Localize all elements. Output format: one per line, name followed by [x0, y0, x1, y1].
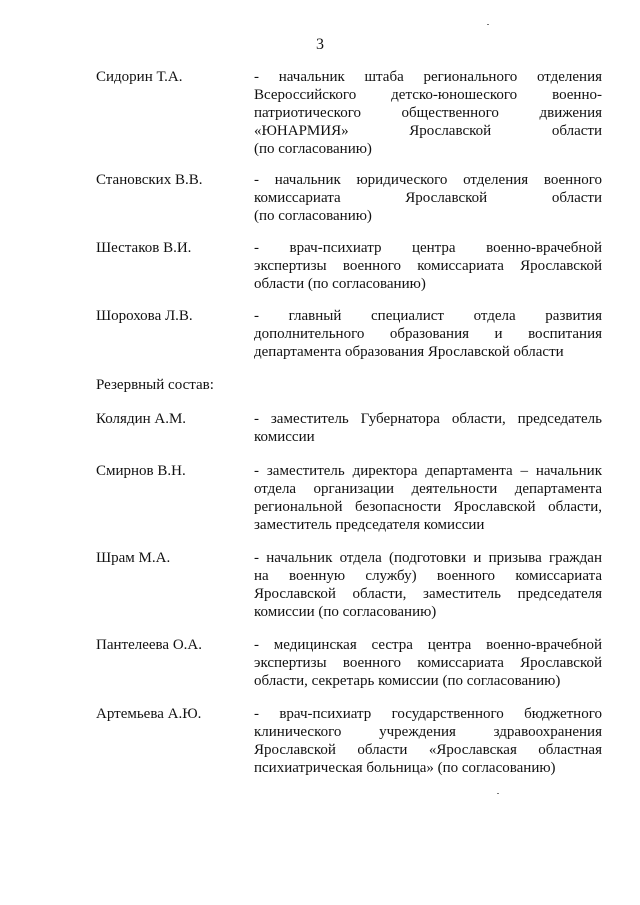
role-line: области (по согласованию): [254, 276, 426, 292]
role-line: - главный специалист отдела развития: [254, 308, 602, 324]
role-line: - начальник юридического отделения военного: [254, 172, 602, 188]
role-line: (по согласованию): [254, 208, 372, 224]
role-line: дополнительного образования и воспитания: [254, 326, 602, 342]
page-number: 3: [316, 36, 324, 53]
role-line: - врач-психиатр государственного бюджетного: [254, 706, 602, 722]
member-role: [254, 68, 602, 158]
member-role: [254, 239, 602, 293]
role-line: - заместитель Губернатора области, председатель: [254, 411, 602, 427]
role-line: комиссариата Ярославской области: [254, 190, 602, 206]
member-name: Сидорин Т.А.: [96, 69, 183, 85]
role-line: региональной безопасности Ярославской области,: [254, 499, 602, 515]
role-line: - заместитель директора департамента – начальник: [254, 463, 602, 479]
member-role: [254, 549, 602, 621]
role-line: комиссии (по согласованию): [254, 604, 437, 620]
role-line: экспертизы военного комиссариата Ярославской: [254, 655, 602, 671]
role-line: на военную службу) военного комиссариата: [254, 568, 602, 584]
member-role: [254, 462, 602, 534]
member-name: Смирнов В.Н.: [96, 463, 186, 479]
scan-speck: [497, 793, 499, 794]
role-line: (по согласованию): [254, 141, 372, 157]
member-name: Колядин А.М.: [96, 411, 187, 427]
member-name: Пантелеева О.А.: [96, 637, 202, 653]
member-name: Шестаков В.И.: [96, 240, 192, 256]
role-line: психиатрическая больница» (по согласованию): [254, 760, 556, 776]
role-line: комиссии: [254, 429, 315, 445]
role-line: заместитель председателя комиссии: [254, 517, 485, 533]
member-role: [254, 705, 602, 777]
role-line: Ярославской области, заместитель председателя: [254, 586, 602, 602]
member-role: [254, 171, 602, 225]
member-name: Шорохова Л.В.: [96, 308, 193, 324]
role-line: отдела организации деятельности департамента: [254, 481, 602, 497]
role-line: клинического учреждения здравоохранения: [254, 724, 602, 740]
member-name: Артемьева А.Ю.: [96, 706, 202, 722]
member-role: [254, 307, 602, 361]
scan-speck: [487, 24, 489, 25]
role-line: Всероссийского детско-юношеского военно-: [254, 87, 602, 103]
member-name: Шрам М.А.: [96, 550, 171, 566]
role-line: - начальник штаба регионального отделения: [254, 69, 602, 85]
role-line: Ярославской области «Ярославская областная: [254, 742, 602, 758]
member-role: [254, 410, 602, 446]
member-name: Становских В.В.: [96, 172, 203, 188]
member-role: [254, 636, 602, 690]
role-line: «ЮНАРМИЯ» Ярославской области: [254, 123, 602, 139]
role-line: департамента образования Ярославской области: [254, 344, 564, 360]
role-line: экспертизы военного комиссариата Ярославской: [254, 258, 602, 274]
role-line: области, секретарь комиссии (по согласованию): [254, 673, 561, 689]
role-line: патриотического общественного движения: [254, 105, 602, 121]
role-line: - врач-психиатр центра военно-врачебной: [254, 240, 602, 256]
reserve-heading: Резервный состав:: [96, 377, 214, 393]
role-line: - медицинская сестра центра военно-врачебной: [254, 637, 602, 653]
role-line: - начальник отдела (подготовки и призыва граждан: [254, 550, 602, 566]
